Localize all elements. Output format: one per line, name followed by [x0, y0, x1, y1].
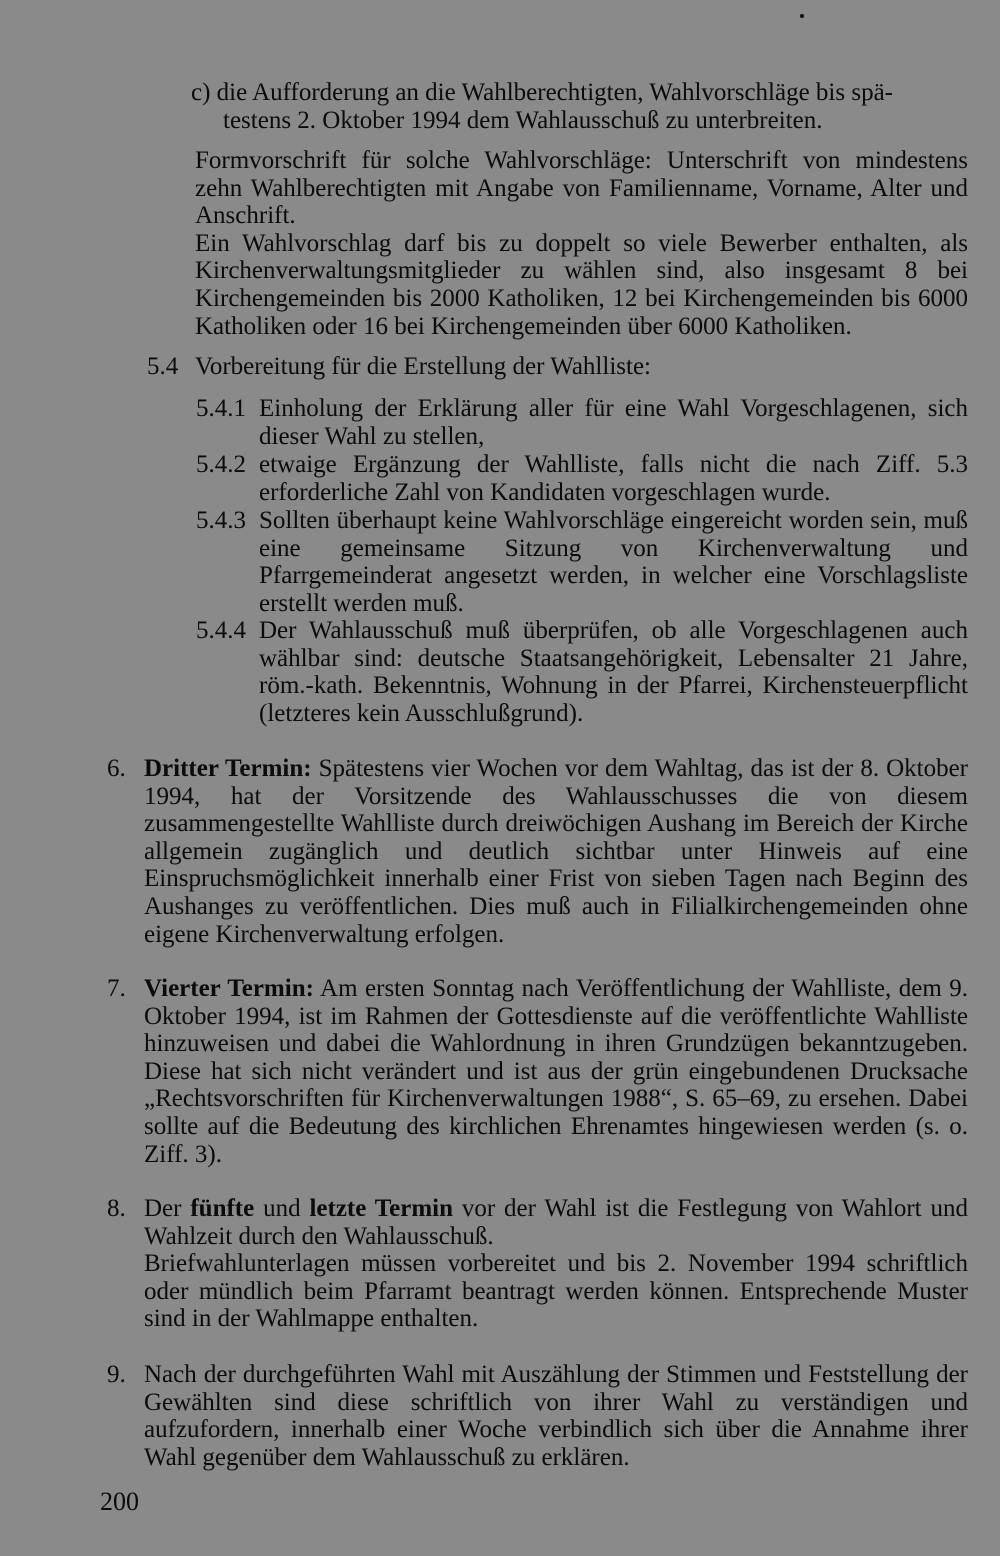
section-5-4-heading — [147, 353, 947, 381]
item-number: 8. — [107, 1195, 126, 1222]
section-title: Vorbereitung für die Erstellung der Wahlliste: — [195, 353, 651, 380]
subsection-5-4-4 — [196, 617, 968, 727]
item-8 — [107, 1195, 968, 1333]
subsection-number: 5.4.2 — [196, 451, 246, 478]
item-c-label: c) — [191, 79, 211, 106]
item-heading: Vierter Termin: — [144, 975, 314, 1002]
item-7 — [107, 975, 968, 1168]
page-number: 200 — [100, 1487, 139, 1516]
section-number: 5.4 — [147, 353, 179, 380]
item-bold-letzte-termin: letzte Termin — [309, 1195, 453, 1222]
item-9 — [107, 1361, 968, 1471]
item-bold-fuenfte: fünfte — [190, 1195, 255, 1222]
item-number: 9. — [107, 1361, 126, 1388]
speck-mark — [800, 14, 804, 18]
candidates-rule-paragraph: Ein Wahlvorschlag darf bis zu doppelt so viele Bewerber enthalten, als Kirchenverwaltungsmitglieder zu wählen sind, also insgesamt 8 bei Kirchengemeinden bis 2000 Katholiken, 12 bei Kirchengemeinden bis 6000 Katholiken oder 16 bei Kirchengemeinden über 6000 Katholiken. — [195, 229, 968, 340]
subsection-text: Einholung der Erklärung aller für eine Wahl Vorgeschlagenen, sich dieser Wahl zu stellen, — [259, 395, 968, 450]
item-number: 6. — [107, 755, 126, 782]
subsection-text: Der Wahlausschuß muß überprüfen, ob alle Vorgeschlagenen auch wählbar sind: deutsche Staatsangehörigkeit, Lebensalter 21 Jahre, röm.-kath. Bekenntnis, Wohnung in der Pfarrei, Kirchensteuerpflicht (letzteres kein Ausschlußgrund). — [259, 617, 968, 727]
item-text-mid: und — [254, 1195, 310, 1222]
subsection-5-4-2 — [196, 451, 968, 506]
item-text-post: vor der Wahl ist die Festlegung von Wahlort und Wahlzeit durch den Wahlausschuß. — [144, 1195, 968, 1250]
subsection-number: 5.4.3 — [196, 507, 246, 534]
item-c — [191, 79, 968, 134]
item-text: Nach der durchgeführten Wahl mit Auszählung der Stimmen und Feststellung der Gewählten sind diese schriftlich von ihrer Wahl zu verständigen und aufzufordern, innerhalb einer Woche verbindlich sich über die Annahme ihrer Wahl gegenüber dem Wahlausschuß zu erklären. — [144, 1361, 968, 1471]
subsection-number: 5.4.4 — [196, 617, 246, 644]
subsection-5-4-1 — [196, 395, 968, 450]
item-text: Spätestens vier Wochen vor dem Wahltag, das ist der 8. Oktober 1994, hat der Vorsitzende des Wahlausschusses die von diesem zusammengestellte Wahlliste durch dreiwöchigen Aushang im Bereich der Kirche allgemein zugänglich und deutlich sichtbar unter Hinweis auf eine Einspruchsmöglichkeit innerhalb einer Frist von sieben Tagen nach Beginn des Aushanges zu veröffentlichen. Dies muß auch in Filialkirchengemeinden ohne eigene Kirchenverwaltung erfolgen. — [144, 755, 968, 948]
form-rule-paragraph: Formvorschrift für solche Wahlvorschläge: Unterschrift von mindestens zehn Wahlberechtigten mit Angabe von Familienname, Vorname, Alter und Anschrift. — [195, 147, 968, 230]
item-number: 7. — [107, 975, 126, 1002]
item-paragraph-2: Briefwahlunterlagen müssen vorbereitet und bis 2. November 1994 schriftlich oder mündlich beim Pfarramt beantragt werden können. Entsprechende Muster sind in der Wahlmappe enthalten. — [144, 1250, 968, 1333]
form-rules — [195, 147, 968, 340]
item-heading: Dritter Termin: — [144, 755, 312, 782]
subsection-5-4-3 — [196, 507, 968, 617]
subsection-text: Sollten überhaupt keine Wahlvorschläge eingereicht worden sein, muß eine gemeinsame Sitzung von Kirchenverwaltung und Pfarrgemeinderat angesetzt werden, in welcher eine Vorschlagsliste erstellt werden muß. — [259, 507, 968, 617]
item-c-line1: die Aufforderung an die Wahlberechtigten, Wahlvorschläge bis spä- — [216, 79, 894, 106]
item-c-line2: testens 2. Oktober 1994 dem Wahlausschuß zu unterbreiten. — [223, 106, 823, 134]
item-text-pre: Der — [144, 1195, 191, 1222]
item-text: Am ersten Sonntag nach Veröffentlichung der Wahlliste, dem 9. Oktober 1994, ist im Rahmen der Gottesdienste auf die veröffentlichte Wahlliste hinzuweisen und dabei die Wahlordnung in ihren Grundzügen bekanntzugeben. Diese hat sich nicht verändert und ist aus der grün eingebundenen Drucksache „Rechtsvorschriften für Kirchenverwaltungen 1988“, S. 65–69, zu ersehen. Dabei sollte auf die Bedeutung des kirchlichen Ehrenamtes hingewiesen werden (s. o. Ziff. 3). — [144, 975, 968, 1168]
subsection-number: 5.4.1 — [196, 395, 246, 422]
subsection-text: etwaige Ergänzung der Wahlliste, falls nicht die nach Ziff. 5.3 erforderliche Zahl von Kandidaten vorgeschlagen wurde. — [259, 451, 968, 506]
item-6 — [107, 755, 968, 948]
